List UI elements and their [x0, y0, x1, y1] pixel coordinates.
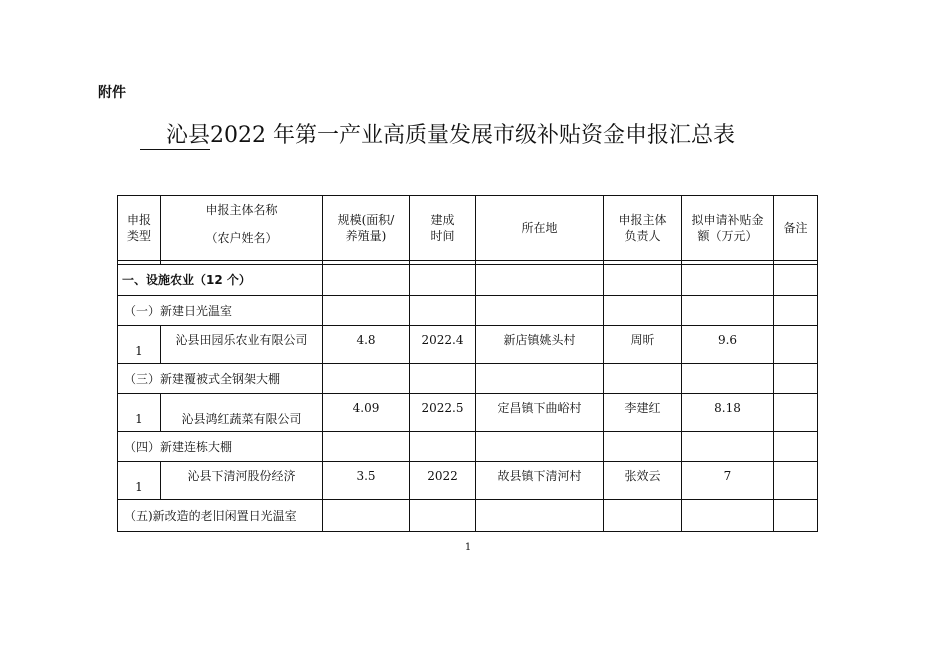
row-amount: 7 — [682, 462, 774, 500]
subsection-multispan: （四）新建连栋大棚 — [118, 432, 323, 462]
row-scale: 4.09 — [323, 394, 410, 432]
row-build-time: 2022.4 — [410, 326, 476, 364]
header-build-time: 建成 时间 — [410, 196, 476, 261]
row-amount: 8.18 — [682, 394, 774, 432]
row-location: 新店镇姚头村 — [476, 326, 604, 364]
header-type: 申报 类型 — [118, 196, 161, 261]
row-location: 故县镇下清河村 — [476, 462, 604, 500]
row-amount: 9.6 — [682, 326, 774, 364]
row-scale: 4.8 — [323, 326, 410, 364]
row-leader: 李建红 — [604, 394, 682, 432]
row-entity-name: 沁县鸿红蔬菜有限公司 — [161, 394, 323, 432]
table-row — [118, 462, 818, 500]
header-entity-name — [161, 196, 323, 261]
row-note — [774, 394, 818, 432]
page-number: 1 — [464, 542, 472, 553]
subsection-renovated: （五)新改造的老旧闲置日光温室 — [118, 500, 323, 532]
row-note — [774, 326, 818, 364]
subsidy-summary-table — [117, 195, 818, 532]
subsection-row — [118, 500, 818, 532]
header-amount: 拟申请补贴金 额（万元） — [682, 196, 774, 261]
section-facility-agriculture: 一、设施农业（12 个） — [118, 265, 323, 296]
row-entity-name: 沁县田园乐农业有限公司 — [161, 326, 323, 364]
row-index: 1 — [118, 394, 161, 432]
title-text: 2022 年第一产业高质量发展市级补贴资金申报汇总表 — [210, 123, 735, 148]
subsection-row — [118, 432, 818, 462]
row-location: 定昌镇下曲峪村 — [476, 394, 604, 432]
table-row — [118, 326, 818, 364]
section-row — [118, 265, 818, 296]
title-county: 沁县 — [140, 118, 210, 150]
row-index: 1 — [118, 462, 161, 500]
header-scale: 规模(面积/ 养殖量) — [323, 196, 410, 261]
table-row — [118, 394, 818, 432]
attachment-label: 附件 — [98, 85, 126, 101]
header-location: 所在地 — [476, 196, 604, 261]
row-scale: 3.5 — [323, 462, 410, 500]
header-entity-name-main: 申报主体名称 — [205, 203, 278, 217]
header-note: 备注 — [774, 196, 818, 261]
row-index: 1 — [118, 326, 161, 364]
header-leader: 申报主体 负责人 — [604, 196, 682, 261]
subsection-greenhouse: （一）新建日光温室 — [118, 296, 323, 326]
header-row — [118, 196, 818, 261]
row-build-time: 2022.5 — [410, 394, 476, 432]
subsection-steel-frame: （三）新建覆被式全钢架大棚 — [118, 364, 323, 394]
row-leader: 周昕 — [604, 326, 682, 364]
subsection-row — [118, 364, 818, 394]
header-entity-name-sub: （农户姓名） — [205, 231, 278, 245]
row-entity-name: 沁县下清河股份经济 — [161, 462, 323, 500]
document-title — [140, 118, 735, 150]
row-leader: 张效云 — [604, 462, 682, 500]
subsection-row — [118, 296, 818, 326]
row-build-time: 2022 — [410, 462, 476, 500]
row-note — [774, 462, 818, 500]
